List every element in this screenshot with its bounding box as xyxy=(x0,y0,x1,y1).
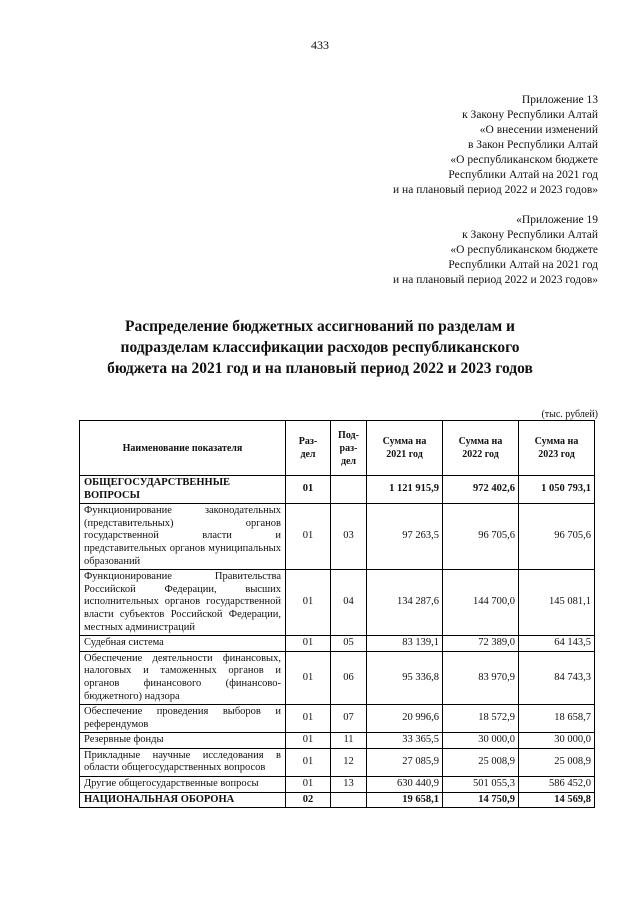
row-sum-2023: 14 569,8 xyxy=(519,792,595,808)
row-name: Функционирование Правительства Российской Федерации, высших исполнительных органов государственной власти субъектов Российской Федерации, местных администраций xyxy=(80,570,286,636)
row-sum-2022: 72 389,0 xyxy=(443,636,519,652)
row-name: Обеспечение проведения выборов и референдумов xyxy=(80,705,286,733)
row-name: Функционирование законодательных (представительных) органов государственной власти и представительных органов муниципальных образований xyxy=(80,504,286,570)
row-sum-2021: 630 440,9 xyxy=(367,777,443,793)
appendix-line: «О республиканском бюджете xyxy=(450,244,598,256)
document-title xyxy=(60,316,580,379)
table-row xyxy=(80,777,595,793)
row-name: Обеспечение деятельности финансовых, налоговых и таможенных органов и органов финансового (финансово-бюджетного) надзора xyxy=(80,651,286,704)
row-sum-2021: 19 658,1 xyxy=(367,792,443,808)
table-row xyxy=(80,570,595,636)
table-row xyxy=(80,705,595,733)
header-sum-2022: Сумма на 2022 год xyxy=(443,421,519,476)
row-sum-2022: 14 750,9 xyxy=(443,792,519,808)
row-section: 02 xyxy=(286,792,331,808)
row-section: 01 xyxy=(286,651,331,704)
header-sum-2021: Сумма на 2021 год xyxy=(367,421,443,476)
table-row xyxy=(80,476,595,504)
row-sum-2023: 586 452,0 xyxy=(519,777,595,793)
row-sum-2022: 83 970,9 xyxy=(443,651,519,704)
header-name: Наименование показателя xyxy=(80,421,286,476)
header-sum-2023: Сумма на 2023 год xyxy=(519,421,595,476)
row-name: Другие общегосударственные вопросы xyxy=(80,777,286,793)
row-section: 01 xyxy=(286,504,331,570)
row-sum-2022: 972 402,6 xyxy=(443,476,519,504)
units-label: (тыс. рублей) xyxy=(541,409,598,420)
row-subsection: 11 xyxy=(331,733,367,749)
row-sum-2023: 25 008,9 xyxy=(519,748,595,776)
row-section: 01 xyxy=(286,570,331,636)
title-line: бюджета на 2021 год и на плановый период 2022 и 2023 годов xyxy=(107,360,533,377)
appendix-line: Республики Алтай на 2021 год xyxy=(448,169,598,181)
appendix-line: и на плановый период 2022 и 2023 годов» xyxy=(393,184,598,196)
row-sum-2022: 18 572,9 xyxy=(443,705,519,733)
appendix-line: Республики Алтай на 2021 год xyxy=(448,259,598,271)
row-section: 01 xyxy=(286,705,331,733)
row-sum-2023: 1 050 793,1 xyxy=(519,476,595,504)
row-sum-2023: 64 143,5 xyxy=(519,636,595,652)
table-row xyxy=(80,733,595,749)
row-subsection: 03 xyxy=(331,504,367,570)
page-number: 433 xyxy=(311,38,329,52)
appendix-current-header xyxy=(393,93,598,198)
row-sum-2021: 95 336,8 xyxy=(367,651,443,704)
row-sum-2021: 20 996,6 xyxy=(367,705,443,733)
row-name: Прикладные научные исследования в области общегосударственных вопросов xyxy=(80,748,286,776)
row-subsection: 12 xyxy=(331,748,367,776)
row-section: 01 xyxy=(286,777,331,793)
row-sum-2022: 30 000,0 xyxy=(443,733,519,749)
table-row xyxy=(80,636,595,652)
table-row xyxy=(80,792,595,808)
row-subsection xyxy=(331,476,367,504)
row-section: 01 xyxy=(286,476,331,504)
row-sum-2023: 145 081,1 xyxy=(519,570,595,636)
row-sum-2022: 501 055,3 xyxy=(443,777,519,793)
title-line: Распределение бюджетных ассигнований по разделам и xyxy=(125,318,515,335)
row-subsection xyxy=(331,792,367,808)
row-subsection: 04 xyxy=(331,570,367,636)
row-sum-2022: 144 700,0 xyxy=(443,570,519,636)
row-name: НАЦИОНАЛЬНАЯ ОБОРОНА xyxy=(80,792,286,808)
row-name: ОБЩЕГОСУДАРСТВЕННЫЕ ВОПРОСЫ xyxy=(80,476,286,504)
appendix-original-header xyxy=(393,213,598,288)
row-section: 01 xyxy=(286,733,331,749)
row-subsection: 07 xyxy=(331,705,367,733)
row-sum-2021: 134 287,6 xyxy=(367,570,443,636)
row-name: Судебная система xyxy=(80,636,286,652)
row-sum-2023: 30 000,0 xyxy=(519,733,595,749)
row-sum-2023: 18 658,7 xyxy=(519,705,595,733)
row-sum-2022: 25 008,9 xyxy=(443,748,519,776)
appendix-line: к Закону Республики Алтай xyxy=(462,229,598,241)
row-subsection: 13 xyxy=(331,777,367,793)
table-row xyxy=(80,748,595,776)
title-line: подразделам классификации расходов республиканского xyxy=(120,339,520,356)
row-sum-2021: 27 085,9 xyxy=(367,748,443,776)
appendix-line: «Приложение 19 xyxy=(516,214,598,226)
row-sum-2021: 97 263,5 xyxy=(367,504,443,570)
appendix-line: к Закону Республики Алтай xyxy=(462,109,598,121)
row-sum-2021: 1 121 915,9 xyxy=(367,476,443,504)
table-row xyxy=(80,504,595,570)
budget-allocation-table xyxy=(79,420,595,808)
appendix-line: «О внесении изменений xyxy=(479,124,598,136)
header-subsection: Под- раз- дел xyxy=(331,421,367,476)
header-section: Раз- дел xyxy=(286,421,331,476)
appendix-line: «О республиканском бюджете xyxy=(450,154,598,166)
table-header-row xyxy=(80,421,595,476)
row-subsection: 05 xyxy=(331,636,367,652)
row-section: 01 xyxy=(286,748,331,776)
row-sum-2021: 83 139,1 xyxy=(367,636,443,652)
row-section: 01 xyxy=(286,636,331,652)
row-subsection: 06 xyxy=(331,651,367,704)
row-name: Резервные фонды xyxy=(80,733,286,749)
row-sum-2021: 33 365,5 xyxy=(367,733,443,749)
appendix-line: Приложение 13 xyxy=(521,94,598,106)
row-sum-2022: 96 705,6 xyxy=(443,504,519,570)
row-sum-2023: 96 705,6 xyxy=(519,504,595,570)
appendix-line: в Закон Республики Алтай xyxy=(468,139,598,151)
row-sum-2023: 84 743,3 xyxy=(519,651,595,704)
appendix-line: и на плановый период 2022 и 2023 годов» xyxy=(393,274,598,286)
table-row xyxy=(80,651,595,704)
